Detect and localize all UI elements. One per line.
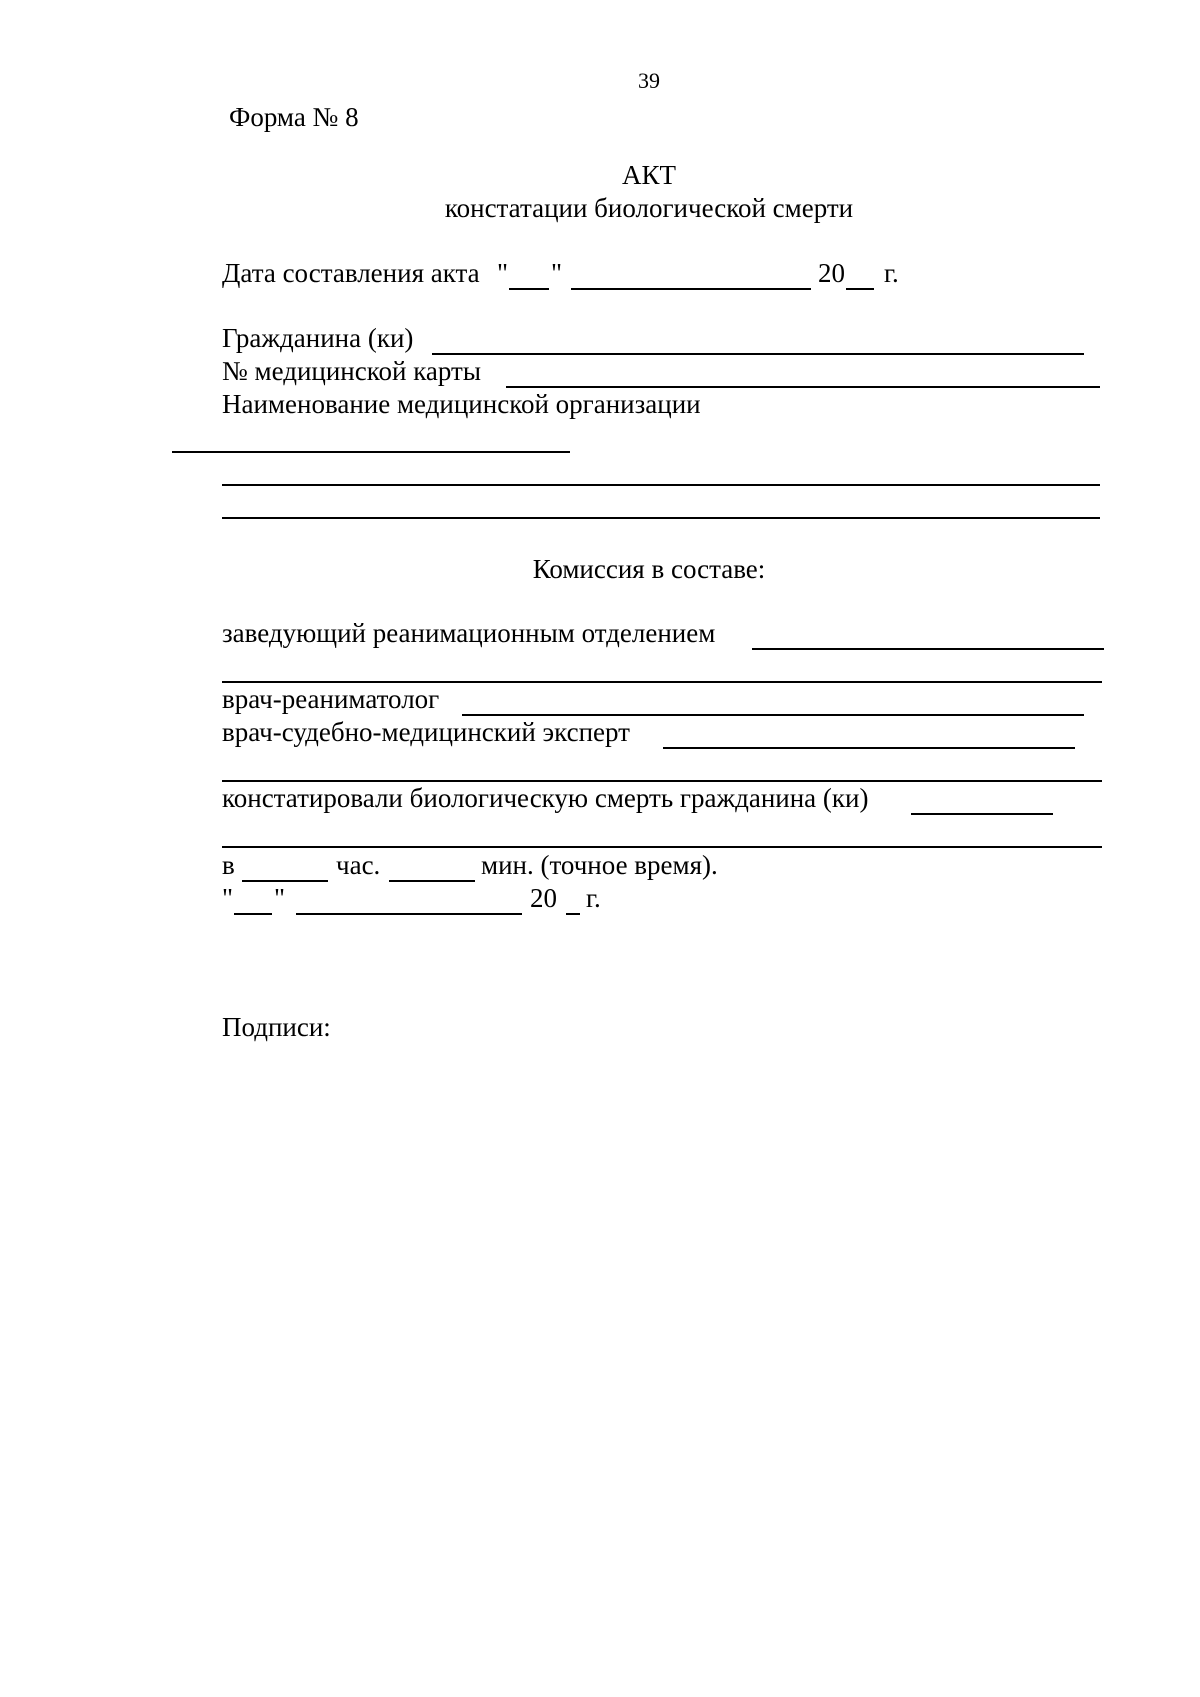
date2-quote-open: " <box>222 883 234 913</box>
forensic-expert-label: врач-судебно-медицинский эксперт <box>222 717 630 747</box>
commission-heading: Комиссия в составе: <box>532 554 766 584</box>
organization-field-1[interactable] <box>172 451 570 453</box>
date-year-prefix: 20 <box>818 258 845 288</box>
organization-label: Наименование медицинской организации <box>222 389 701 419</box>
date2-quote-close: " <box>274 883 286 913</box>
med-card-field[interactable] <box>506 386 1100 388</box>
date-month-field[interactable] <box>571 288 811 290</box>
head-of-department-field[interactable] <box>752 648 1104 650</box>
date-label: Дата составления акта <box>222 258 480 288</box>
date-quote-open: " <box>497 258 509 288</box>
signatures-label: Подписи: <box>222 1012 331 1042</box>
citizen-field[interactable] <box>432 353 1084 355</box>
statement-label: констатировали биологическую смерть гражданина (ки) <box>222 783 869 813</box>
organization-field-3[interactable] <box>222 517 1100 519</box>
time-minutes-label: мин. (точное время). <box>481 850 718 880</box>
statement-field-2[interactable] <box>222 846 1102 848</box>
document-subtitle: констатации биологической смерти <box>444 193 854 223</box>
resuscitator-field[interactable] <box>462 714 1084 716</box>
time-hours-field[interactable] <box>242 880 328 882</box>
organization-field-2[interactable] <box>222 484 1100 486</box>
date2-month-field[interactable] <box>296 913 522 915</box>
head-of-department-label: заведующий реанимационным отделением <box>222 618 716 648</box>
date2-year-field[interactable] <box>566 913 580 915</box>
page-number: 39 <box>638 68 660 93</box>
date-year-field[interactable] <box>846 288 874 290</box>
resuscitator-label: врач-реаниматолог <box>222 684 440 714</box>
med-card-label: № медицинской карты <box>222 356 481 386</box>
time-minutes-field[interactable] <box>389 880 475 882</box>
forensic-expert-field-2[interactable] <box>222 780 1102 782</box>
date-year-suffix: г. <box>884 258 899 288</box>
time-hours-label: час. <box>336 850 381 880</box>
citizen-label: Гражданина (ки) <box>222 323 414 353</box>
time-prefix: в <box>222 850 235 880</box>
form-label: Форма № 8 <box>229 102 359 132</box>
head-of-department-field-2[interactable] <box>222 681 1102 683</box>
statement-field[interactable] <box>911 813 1053 815</box>
date2-year-suffix: г. <box>586 883 601 913</box>
date2-year-prefix: 20 <box>530 883 557 913</box>
document-title: АКТ <box>622 160 676 190</box>
forensic-expert-field[interactable] <box>663 747 1075 749</box>
date-day-field[interactable] <box>509 288 549 290</box>
date2-day-field[interactable] <box>234 913 272 915</box>
date-quote-close: " <box>551 258 563 288</box>
